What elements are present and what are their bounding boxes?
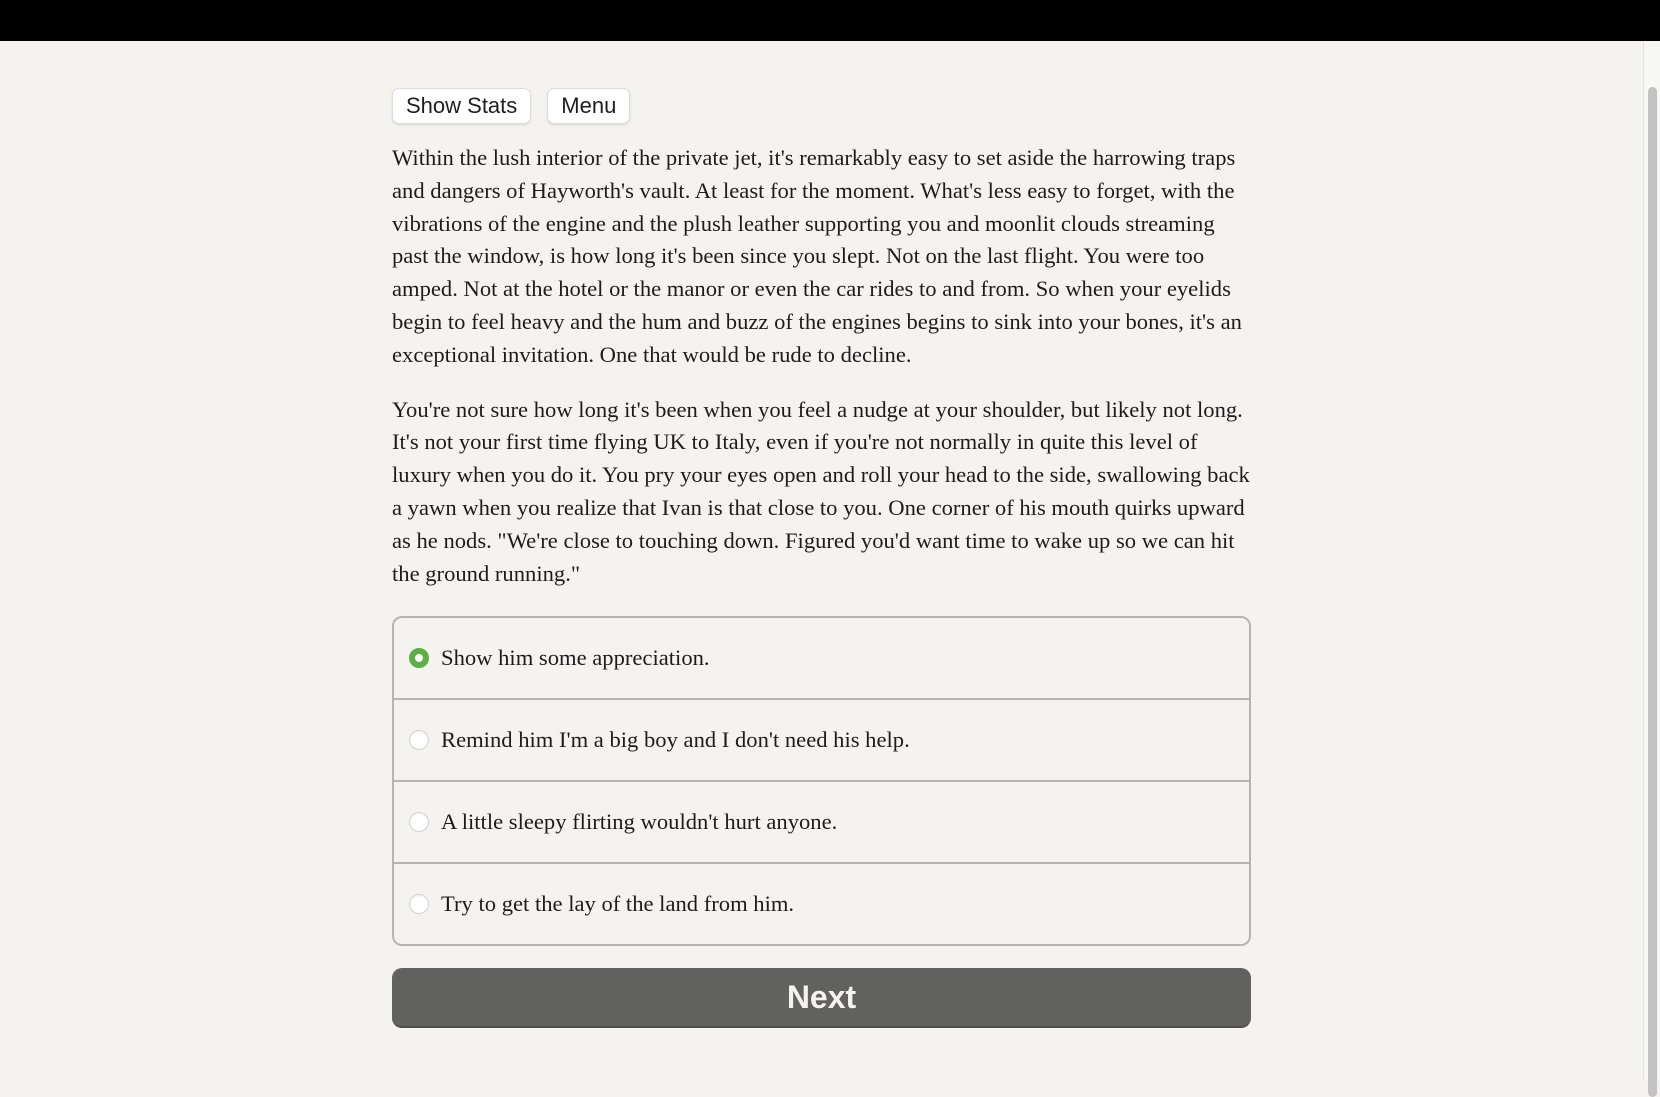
show-stats-button[interactable]: Show Stats: [392, 88, 531, 124]
story-text: [392, 142, 1251, 590]
next-button[interactable]: Next: [392, 968, 1251, 1028]
choice-option[interactable]: [394, 618, 1249, 698]
choice-label: Show him some appreciation.: [441, 645, 710, 671]
story-paragraph: You're not sure how long it's been when you feel a nudge at your shoulder, but likely not long. It's not your first time flying UK to Italy, even if you're not normally in quite this level of luxury when you do it. You pry your eyes open and roll your head to the side, swallowing back a yawn when you realize that Ivan is that close to you. One corner of his mouth quirks upward as he nods. "We're close to touching down. Figured you'd want time to wake up so we can hit the ground running.": [392, 396, 1250, 586]
scrollbar-thumb[interactable]: [1648, 87, 1657, 1097]
choice-label: A little sleepy flirting wouldn't hurt anyone.: [441, 809, 838, 835]
choice-option[interactable]: [394, 780, 1249, 862]
story-paragraph: Within the lush interior of the private jet, it's remarkably easy to set aside the harrowing traps and dangers of Hayworth's vault. At least for the moment. What's less easy to forget, with the vibrations of the engine and the plush leather supporting you and moonlit clouds streaming past the window, is how long it's been since you slept. Not on the last flight. You were too amped. Not at the hotel or the manor or even the car rides to and from. So when your eyelids begin to feel heavy and the hum and buzz of the engines begins to sink into your bones, it's an exceptional invitation. One that would be rude to decline.: [392, 145, 1242, 367]
scrollbar-track[interactable]: [1643, 41, 1660, 1080]
choice-option[interactable]: [394, 698, 1249, 780]
menu-button[interactable]: Menu: [547, 88, 630, 124]
choice-label: Remind him I'm a big boy and I don't need his help.: [441, 727, 910, 753]
choice-label: Try to get the lay of the land from him.: [441, 891, 795, 917]
radio-unselected-icon[interactable]: [409, 730, 429, 750]
browser-top-bar: [0, 0, 1660, 41]
choice-list: [392, 616, 1251, 946]
choice-option[interactable]: [394, 862, 1249, 944]
toolbar: [392, 88, 1251, 122]
radio-unselected-icon[interactable]: [409, 812, 429, 832]
game-container: [392, 88, 1251, 1028]
radio-unselected-icon[interactable]: [409, 894, 429, 914]
radio-selected-icon[interactable]: [409, 648, 429, 668]
